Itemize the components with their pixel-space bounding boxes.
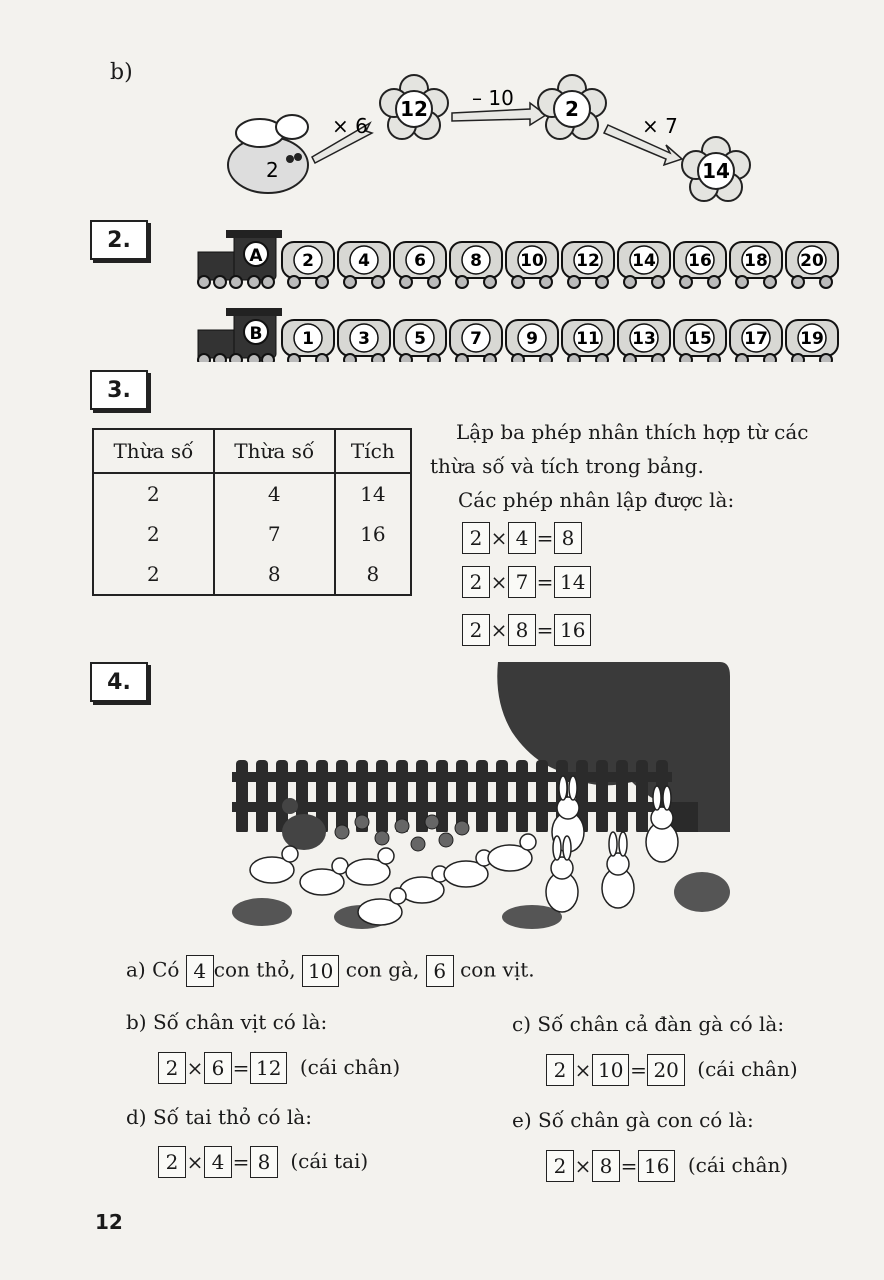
train-car [786, 320, 838, 362]
car-number: 9 [526, 329, 538, 349]
fence-post [376, 760, 388, 834]
ex4-e-equation [546, 1150, 788, 1182]
train-car [450, 320, 502, 362]
train-car [506, 242, 558, 288]
fence-post [596, 760, 608, 834]
train-letter: B [249, 324, 263, 344]
answer-box[interactable]: 2 [546, 1054, 574, 1086]
ex4-e-question: e) Số chân gà con có là: [512, 1108, 754, 1132]
ex4-a-text: con vịt. [460, 957, 535, 982]
start-number: 2 [266, 158, 279, 182]
times-sign: × [574, 1058, 592, 1082]
unit-label: (cái chân) [299, 1054, 401, 1079]
ex4-b-question: b) Số chân vịt có là: [126, 1010, 328, 1034]
table-cell: 8 [214, 554, 335, 595]
table-cell: 8 [335, 554, 411, 595]
equals-sign: = [536, 618, 554, 642]
car-number: 16 [688, 251, 712, 271]
table-header: Tích [335, 429, 411, 473]
unit-label: (cái chân) [687, 1152, 789, 1177]
table-header: Thừa số [93, 429, 214, 473]
answer-box[interactable]: 2 [462, 566, 490, 598]
table-cell: 4 [214, 473, 335, 514]
answer-box[interactable]: 10 [592, 1054, 629, 1086]
chick-icon [411, 837, 425, 851]
answer-box[interactable]: 4 [186, 955, 214, 987]
train-car [786, 242, 838, 288]
answer-box[interactable]: 7 [508, 566, 536, 598]
train-car [674, 242, 726, 288]
unit-label: (cái tai) [290, 1148, 369, 1173]
instruction-line: thừa số và tích trong bảng. [430, 454, 704, 478]
fence-post [516, 760, 528, 834]
car-number: 19 [800, 329, 824, 349]
page-number: 12 [95, 1210, 123, 1234]
car-number: 2 [302, 251, 314, 271]
car-number: 18 [744, 251, 768, 271]
times-sign: × [574, 1154, 592, 1178]
times-sign: × [490, 570, 508, 594]
table-row [93, 554, 411, 595]
times-sign: × [490, 618, 508, 642]
answer-box[interactable]: 12 [250, 1052, 287, 1084]
unit-label: (cái chân) [697, 1056, 798, 1081]
car-number: 15 [688, 329, 712, 349]
equals-sign: = [620, 1154, 638, 1178]
ex2-label: 2. [90, 220, 148, 260]
fence-post [496, 760, 508, 834]
answer-box[interactable]: 8 [592, 1150, 620, 1182]
chick-icon [375, 831, 389, 845]
table-cell: 7 [214, 514, 335, 554]
answer-box[interactable]: 20 [647, 1054, 684, 1086]
step-result: 14 [702, 159, 730, 183]
trains [190, 222, 850, 362]
ex1b-diagram [220, 65, 760, 205]
answer-box[interactable]: 14 [554, 566, 591, 598]
answer-box[interactable]: 2 [462, 614, 490, 646]
times-sign: × [186, 1150, 204, 1174]
car-number: 20 [800, 251, 824, 271]
table-row [93, 514, 411, 554]
ex4-d-equation [158, 1146, 368, 1178]
answer-box[interactable]: 6 [204, 1052, 232, 1084]
fence-post [256, 760, 268, 834]
table-row [93, 473, 411, 514]
ex4-a [126, 955, 535, 987]
ex3-label: 3. [90, 370, 148, 410]
train-car [338, 242, 390, 288]
instruction-line: Lập ba phép nhân thích hợp từ các [456, 420, 809, 444]
answer-box[interactable]: 2 [546, 1150, 574, 1182]
car-number: 14 [632, 251, 656, 271]
answer-box[interactable]: 8 [508, 614, 536, 646]
train-car [282, 320, 334, 362]
answer-box[interactable]: 2 [462, 522, 490, 554]
answer-box[interactable]: 10 [302, 955, 339, 987]
times-sign: × [186, 1056, 204, 1080]
locomotive-icon [198, 230, 282, 288]
fence-post [476, 760, 488, 834]
answer-box[interactable]: 2 [158, 1052, 186, 1084]
train-car [506, 320, 558, 362]
ex4-b-equation [158, 1052, 400, 1084]
fence-post [616, 760, 628, 834]
step-op: × 6 [332, 114, 368, 138]
table-cell: 2 [93, 554, 214, 595]
train-car [282, 242, 334, 288]
train-a [198, 230, 838, 288]
chick-icon [395, 819, 409, 833]
train-letter: A [249, 246, 263, 266]
table-cell: 2 [93, 514, 214, 554]
result-intro: Các phép nhân lập được là: [458, 488, 735, 512]
step-result: 12 [400, 97, 428, 121]
equals-sign: = [232, 1150, 250, 1174]
chick-icon [425, 815, 439, 829]
fence-post [636, 760, 648, 834]
farm-illustration [232, 662, 730, 930]
train-car [674, 320, 726, 362]
car-number: 4 [358, 251, 370, 271]
table-header: Thừa số [214, 429, 335, 473]
ex4-a-text: con thỏ, [213, 957, 296, 982]
fence-post [536, 760, 548, 834]
ex4-c-equation [546, 1054, 798, 1086]
answer-box[interactable]: 4 [204, 1146, 232, 1178]
train-car [562, 320, 614, 362]
equals-sign: = [232, 1056, 250, 1080]
ex4-c-question: c) Số chân cả đàn gà có là: [512, 1012, 785, 1036]
ex4-a-prefix: a) Có [126, 957, 180, 982]
car-number: 17 [744, 329, 768, 349]
answer-box[interactable]: 6 [426, 955, 454, 987]
car-number: 13 [632, 329, 656, 349]
step-op: – 10 [472, 86, 514, 110]
times-sign: × [490, 526, 508, 550]
answer-box[interactable]: 8 [250, 1146, 278, 1178]
answer-box[interactable]: 8 [554, 522, 582, 554]
factor-table [92, 428, 412, 596]
chick-icon [355, 815, 369, 829]
locomotive-icon [198, 308, 282, 362]
train-car [730, 320, 782, 362]
car-number: 11 [576, 329, 600, 349]
equals-sign: = [630, 1058, 647, 1082]
train-b [198, 308, 838, 362]
train-car [394, 242, 446, 288]
equation [462, 522, 582, 554]
train-car [338, 320, 390, 362]
step-op: × 7 [642, 114, 678, 138]
train-car [730, 242, 782, 288]
answer-box[interactable]: 16 [638, 1150, 675, 1182]
car-number: 10 [520, 251, 544, 271]
chick-icon [335, 825, 349, 839]
ex4-d-question: d) Số tai thỏ có là: [126, 1105, 312, 1129]
train-car [618, 242, 670, 288]
step-result: 2 [565, 97, 579, 121]
train-car [450, 242, 502, 288]
ex1b-label: b) [110, 60, 133, 85]
car-number: 3 [358, 329, 370, 349]
chick-icon [439, 833, 453, 847]
car-number: 5 [414, 329, 426, 349]
ex4-label: 4. [90, 662, 148, 702]
equation [462, 566, 591, 598]
train-car [618, 320, 670, 362]
fence-post [336, 760, 348, 834]
ex4-a-text: con gà, [345, 957, 420, 982]
train-car [394, 320, 446, 362]
equals-sign: = [536, 570, 554, 594]
chick-icon [455, 821, 469, 835]
table-cell: 2 [93, 473, 214, 514]
table-cell: 16 [335, 514, 411, 554]
fence-post [236, 760, 248, 834]
answer-box[interactable]: 16 [554, 614, 591, 646]
answer-box[interactable]: 4 [508, 522, 536, 554]
car-number: 6 [414, 251, 426, 271]
equation [462, 614, 591, 646]
car-number: 1 [302, 329, 314, 349]
answer-box[interactable]: 2 [158, 1146, 186, 1178]
train-car [562, 242, 614, 288]
car-number: 7 [470, 329, 482, 349]
car-number: 12 [576, 251, 600, 271]
table-cell: 14 [335, 473, 411, 514]
equals-sign: = [536, 526, 554, 550]
car-number: 8 [470, 251, 482, 271]
